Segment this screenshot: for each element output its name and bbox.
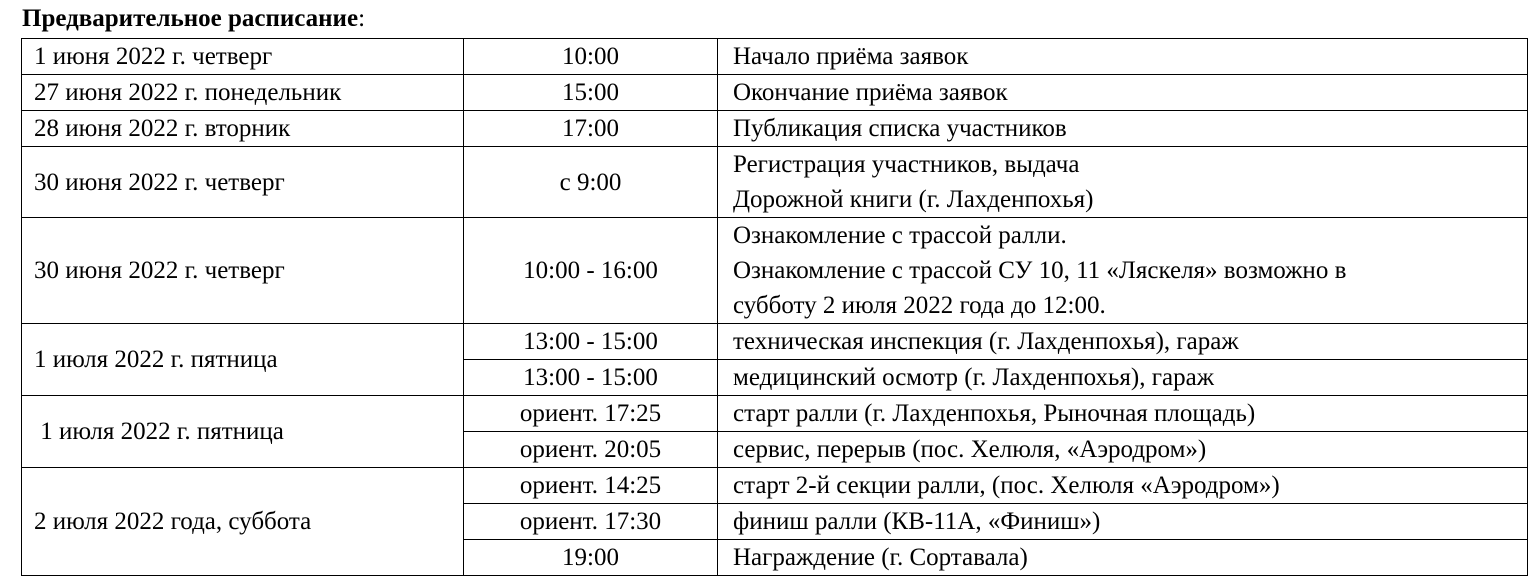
event-cell (718, 324, 1528, 360)
date-cell: 1 июня 2022 г. четверг (22, 39, 464, 75)
title-text: Предварительное расписание (22, 5, 359, 32)
event-cell (718, 360, 1528, 396)
table-row (22, 147, 1528, 218)
event-cell (718, 504, 1528, 540)
table-row (22, 39, 1528, 75)
event-line: Ознакомление с трассой ралли. (733, 222, 1067, 249)
event-line: медицинский осмотр (г. Лахденпохья), гараж (733, 364, 1214, 391)
time-cell: 13:00 - 15:00 (464, 360, 718, 396)
time-cell: 10:00 - 16:00 (464, 218, 718, 324)
event-cell (718, 540, 1528, 576)
event-line: Дорожной книги (г. Лахденпохья) (733, 186, 1094, 213)
event-line: Публикация списка участников (733, 115, 1067, 142)
event-cell (718, 111, 1528, 147)
event-line: сервис, перерыв (пос. Хелюля, «Аэродром») (733, 436, 1207, 463)
table-row (22, 111, 1528, 147)
time-cell: ориент. 20:05 (464, 432, 718, 468)
time-cell: ориент. 17:25 (464, 396, 718, 432)
date-cell: 2 июля 2022 года, суббота (22, 468, 464, 576)
date-cell: 30 июня 2022 г. четверг (22, 147, 464, 218)
event-line: Ознакомление с трассой СУ 10, 11 «Ляскеля» возможно в (733, 257, 1347, 284)
time-cell: 13:00 - 15:00 (464, 324, 718, 360)
time-cell: 15:00 (464, 75, 718, 111)
date-cell: 30 июня 2022 г. четверг (22, 218, 464, 324)
table-row (22, 396, 1528, 432)
time-cell: ориент. 17:30 (464, 504, 718, 540)
time-cell: 17:00 (464, 111, 718, 147)
event-line: Награждение (г. Сортавала) (733, 544, 1028, 571)
event-line: Начало приёма заявок (733, 43, 969, 70)
time-cell: с 9:00 (464, 147, 718, 218)
event-cell (718, 75, 1528, 111)
event-line: субботу 2 июля 2022 года до 12:00. (733, 292, 1106, 319)
time-cell: ориент. 14:25 (464, 468, 718, 504)
event-line: финиш ралли (КВ-11А, «Финиш») (733, 508, 1101, 535)
event-line: Регистрация участников, выдача (733, 151, 1080, 178)
date-cell: 28 июня 2022 г. вторник (22, 111, 464, 147)
title-suffix: : (358, 5, 366, 32)
event-cell (718, 39, 1528, 75)
event-line: техническая инспекция (г. Лахденпохья), гараж (733, 328, 1239, 355)
event-cell (718, 396, 1528, 432)
event-line: старт ралли (г. Лахденпохья, Рыночная площадь) (733, 400, 1256, 427)
time-cell: 10:00 (464, 39, 718, 75)
date-cell: 1 июля 2022 г. пятница (22, 324, 464, 396)
event-cell (718, 468, 1528, 504)
page-title (22, 4, 365, 34)
date-cell: 1 июля 2022 г. пятница (22, 396, 464, 468)
schedule-table (21, 38, 1528, 576)
event-cell (718, 218, 1528, 324)
table-row (22, 468, 1528, 504)
table-row (22, 218, 1528, 324)
date-cell: 27 июня 2022 г. понедельник (22, 75, 464, 111)
table-row (22, 75, 1528, 111)
event-cell (718, 432, 1528, 468)
event-cell (718, 147, 1528, 218)
table-row (22, 324, 1528, 360)
event-line: Окончание приёма заявок (733, 79, 1008, 106)
event-line: старт 2-й секции ралли, (пос. Хелюля «Аэродром») (733, 472, 1280, 499)
time-cell: 19:00 (464, 540, 718, 576)
